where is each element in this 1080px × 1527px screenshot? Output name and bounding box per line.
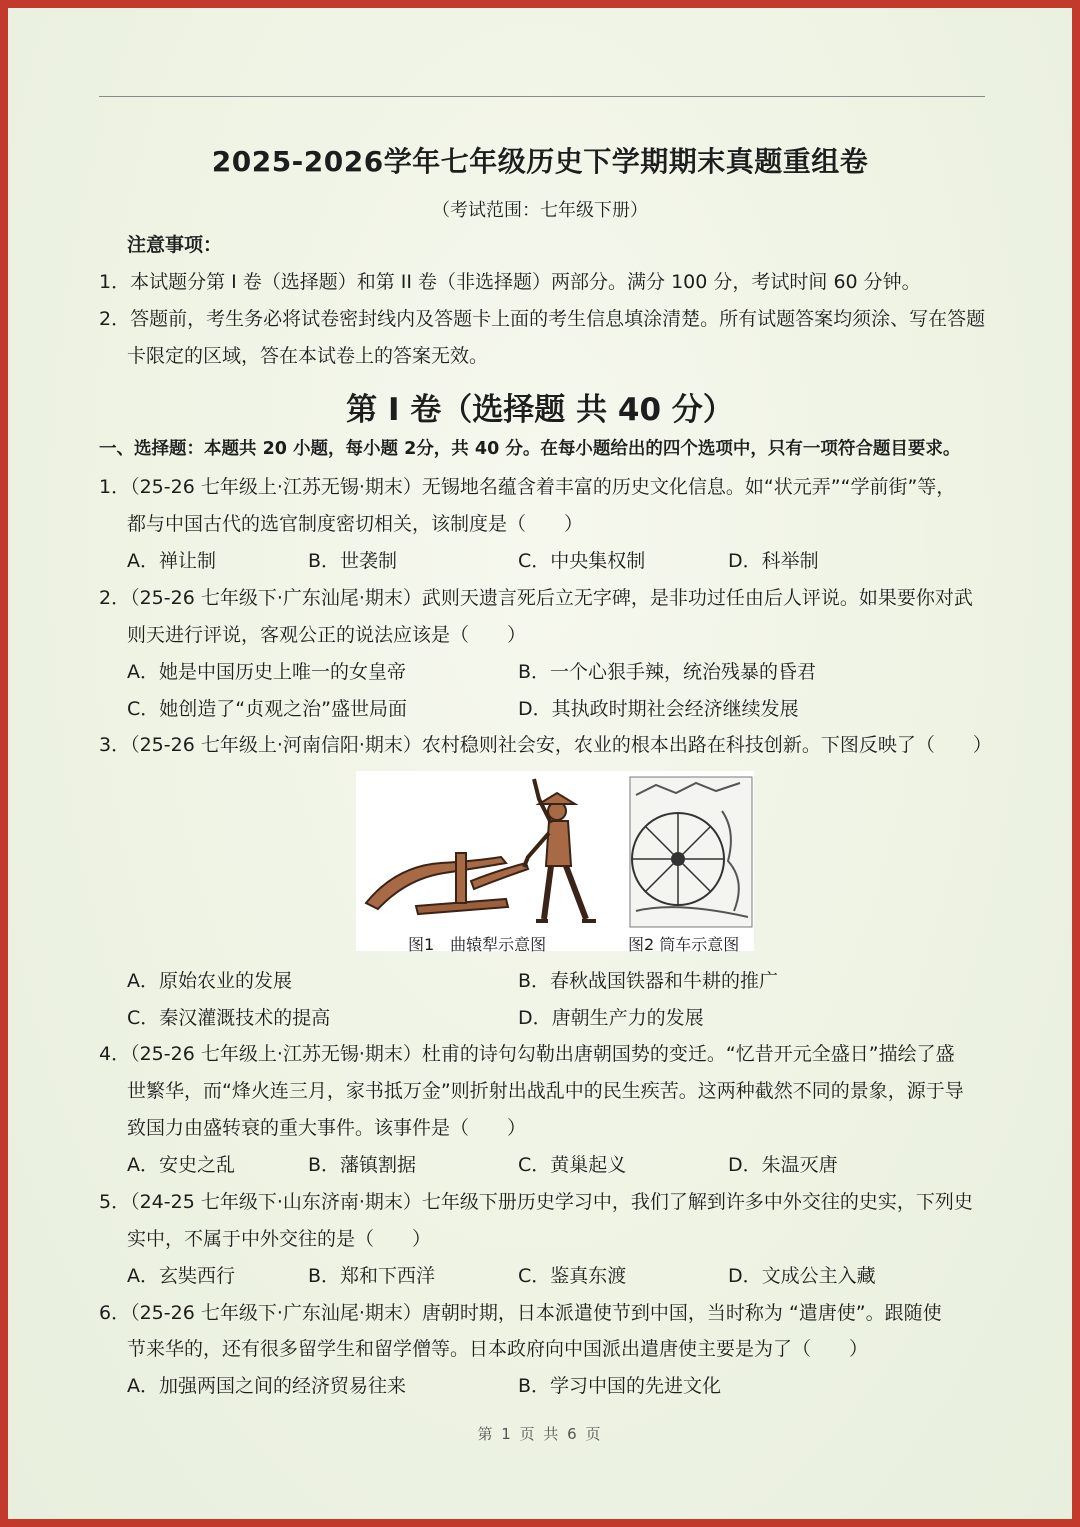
- question-5-option-a: A．玄奘西行: [127, 1265, 235, 1287]
- question-2-stem: 2．（25-26 七年级下·广东汕尾·期末）武则天遗言死后立无字碑，是非功过任由后人评说。如果要你对武: [99, 587, 973, 609]
- question-6-stem-cont: 节来华的，还有很多留学生和留学僧等。日本政府向中国派出遣唐使主要是为了（ ）: [127, 1338, 869, 1360]
- question-4-option-a: A．安史之乱: [127, 1154, 235, 1176]
- plough-and-waterwheel-illustration: [356, 771, 754, 951]
- section-title: 第 I 卷（选择题 共 40 分）: [346, 392, 734, 428]
- question-3-option-c: C．秦汉灌溉技术的提高: [127, 1007, 331, 1029]
- note-item-2-cont: 卡限定的区域，答在本试卷上的答案无效。: [127, 345, 489, 367]
- section-instruction: 一、选择题：本题共 20 小题，每小题 2分，共 40 分。在每小题给出的四个选项中，只有一项符合题目要求。: [99, 439, 961, 459]
- note-item-1: 1．本试题分第 I 卷（选择题）和第 II 卷（非选择题）两部分。满分 100 分，考试时间 60 分钟。: [99, 271, 921, 293]
- question-2-option-a: A．她是中国历史上唯一的女皇帝: [127, 661, 406, 683]
- question-4-option-d: D．朱温灭唐: [728, 1154, 838, 1176]
- exam-page: [8, 8, 1072, 1519]
- question-5-option-d: D．文成公主入藏: [728, 1265, 876, 1287]
- question-5-stem-cont: 实中，不属于中外交往的是（ ）: [127, 1228, 432, 1250]
- question-5-option-b: B．郑和下西洋: [308, 1265, 436, 1287]
- question-2-option-d: D．其执政时期社会经济继续发展: [518, 698, 799, 720]
- question-1-stem: 1．（25-26 七年级上·江苏无锡·期末）无锡地名蕴含着丰富的历史文化信息。如“状元弄”“学前街”等，: [99, 476, 956, 498]
- question-3-option-b: B．春秋战国铁器和牛耕的推广: [518, 970, 779, 992]
- page-footer: 第 1 页 共 6 页: [477, 1425, 603, 1443]
- question-1-option-d: D．科举制: [728, 550, 819, 572]
- question-5-option-c: C．鉴真东渡: [518, 1265, 627, 1287]
- question-4-option-c: C．黄巢起义: [518, 1154, 627, 1176]
- question-4-option-b: B．藩镇割据: [308, 1154, 417, 1176]
- exam-title: 2025-2026学年七年级历史下学期期末真题重组卷: [211, 145, 869, 178]
- question-4-stem-cont-2: 致国力由盛转衰的重大事件。该事件是（ ）: [127, 1117, 527, 1139]
- question-6-option-a: A．加强两国之间的经济贸易往来: [127, 1375, 406, 1397]
- question-2-stem-cont: 则天进行评说，客观公正的说法应该是（ ）: [127, 624, 527, 646]
- question-3-stem: 3．（25-26 七年级上·河南信阳·期末）农村稳则社会安，农业的根本出路在科技创新。下图反映了（ ）: [99, 734, 992, 756]
- header-rule: [99, 96, 985, 97]
- question-2-option-b: B．一个心狠手辣，统治残暴的昏君: [518, 661, 817, 683]
- question-2-option-c: C．她创造了“贞观之治”盛世局面: [127, 698, 407, 720]
- question-4-stem-cont: 世繁华，而“烽火连三月，家书抵万金”则折射出战乱中的民生疾苦。这两种截然不同的景象，源于导: [127, 1080, 964, 1102]
- tube-waterwheel-drawing: [630, 777, 752, 927]
- question-3-option-d: D．唐朝生产力的发展: [518, 1007, 704, 1029]
- question-1-option-b: B．世袭制: [308, 550, 398, 572]
- question-1-option-a: A．禅让制: [127, 550, 216, 572]
- question-3-figure: [356, 771, 754, 954]
- question-6-stem: 6．（25-26 七年级下·广东汕尾·期末）唐朝时期，日本派遣使节到中国，当时称为 “遣唐使”。跟随使: [99, 1302, 942, 1324]
- figure-2-caption: 图2 筒车示意图: [628, 935, 740, 954]
- question-3-option-a: A．原始农业的发展: [127, 970, 292, 992]
- note-item-2: 2．答题前，考生务必将试卷密封线内及答题卡上面的考生信息填涂清楚。所有试题答案均须涂、写在答题: [99, 308, 986, 330]
- question-4-stem: 4．（25-26 七年级上·江苏无锡·期末）杜甫的诗句勾勒出唐朝国势的变迁。“忆昔开元全盛日”描绘了盛: [99, 1043, 955, 1065]
- question-6-option-b: B．学习中国的先进文化: [518, 1375, 722, 1397]
- question-5-stem: 5．（24-25 七年级下·山东济南·期末）七年级下册历史学习中，我们了解到许多中外交往的史实，下列史: [99, 1191, 973, 1213]
- figure-1-caption: 图1 曲辕犁示意图: [408, 935, 547, 954]
- notes-heading: 注意事项：: [127, 234, 223, 256]
- exam-scope: （考试范围：七年级下册）: [432, 200, 648, 221]
- question-1-option-c: C．中央集权制: [518, 550, 646, 572]
- question-1-stem-cont: 都与中国古代的选官制度密切相关，该制度是（ ）: [127, 513, 584, 535]
